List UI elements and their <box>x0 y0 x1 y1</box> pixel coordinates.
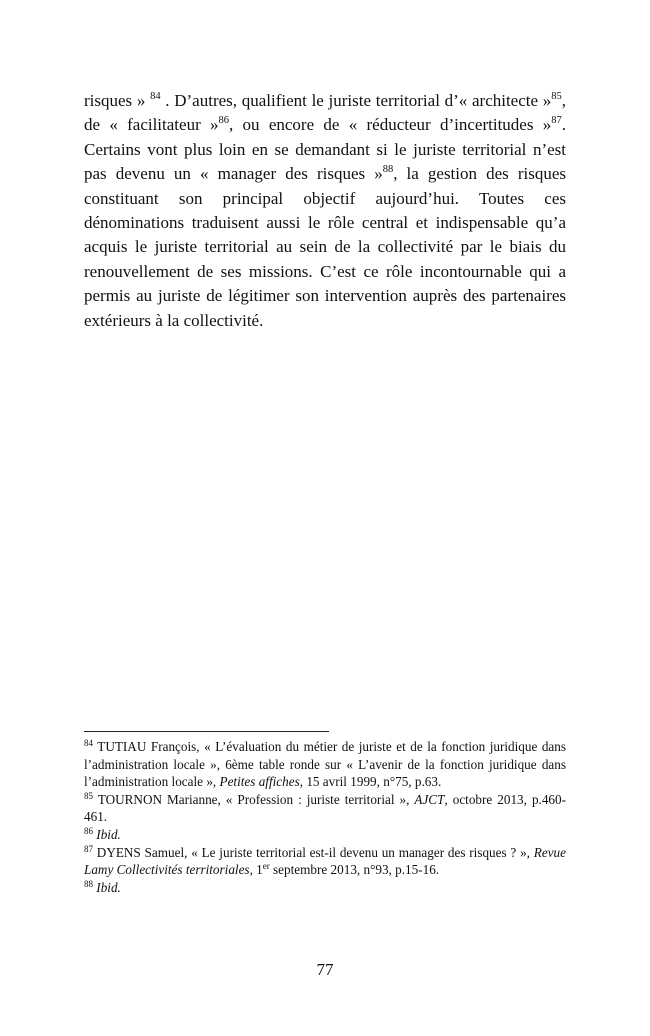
footnote-number: 88 <box>84 878 93 889</box>
body-text <box>84 89 566 333</box>
footnote-number: 86 <box>84 825 93 836</box>
footnote-separator <box>84 731 329 732</box>
footnote-text: TUTIAU François, « L’évaluation du métier de juriste et de la fonction juridique dans l’administration locale », 6ème table ronde sur « L’avenir de la fonction juridique dans l’administration locale », <box>84 739 566 790</box>
footnote-ibid: Ibid. <box>96 879 121 895</box>
body-text-segment: , ou encore de « réducteur d’incertitudes » <box>229 115 552 135</box>
footnote-text: DYENS Samuel, « Le juriste territorial est-il devenu un manager des risques ? », <box>93 844 534 860</box>
footnotes <box>84 738 566 896</box>
body-text-segment: , de « facilitateur » <box>84 91 566 135</box>
journal-title: Petites affiches <box>219 774 300 790</box>
journal-title: Revue Lamy Collectivités territoriales <box>84 844 566 878</box>
footnote-text: TOURNON Marianne, « Profession : juriste territorial », <box>93 791 415 807</box>
footnote-number: 85 <box>84 790 93 801</box>
body-text-segment: . Certains vont plus loin en se demandant si le juriste territorial n’est pas devenu un « manager des risques » <box>84 115 566 184</box>
footnote-text: , 15 avril 1999, n°75, p.63. <box>299 774 442 790</box>
footnote-ref-84[interactable]: 84 <box>150 91 161 102</box>
footnote-number: 87 <box>84 843 93 854</box>
footnote-ref-86[interactable]: 86 <box>218 115 230 127</box>
body-text-segment: . D’autres, qualifient le juriste territorial d’« architecte » <box>160 91 552 110</box>
footnote-ref-87[interactable]: 87 <box>551 115 562 127</box>
footnote-number: 84 <box>84 738 93 748</box>
footnote-86 <box>84 826 566 844</box>
footnote-text: septembre 2013, n°93, p.15-16. <box>269 862 440 878</box>
body-text-segment: , la gestion des risques constituant son principal objectif aujourd’hui. Toutes ces dénominations traduisent aussi le rôle central et indispensable qu’a acquis le juriste territorial au sein de la collectivité par le biais du renouvellement de ses missions. C’est ce rôle incontournable qui a permis au juriste de légitimer son intervention auprès des partenaires extérieurs à la collectivité. <box>84 164 566 330</box>
footnote-84 <box>84 738 566 791</box>
footnote-87 <box>84 844 566 879</box>
page-number: 77 <box>316 960 334 979</box>
footnote-ref-88[interactable]: 88 <box>382 164 394 176</box>
body-paragraph <box>84 89 566 333</box>
journal-title: AJCT <box>414 791 445 807</box>
footnote-ibid: Ibid. <box>96 826 121 842</box>
ordinal-suffix: er <box>262 861 270 872</box>
footnote-text: , octobre 2013, p.460-461. <box>84 791 567 825</box>
body-text-segment: risques » <box>84 91 151 110</box>
footnote-85 <box>84 791 566 826</box>
footnote-ref-85[interactable]: 85 <box>551 91 562 102</box>
footnote-text: , 1 <box>249 862 263 878</box>
footnote-88 <box>84 879 566 897</box>
